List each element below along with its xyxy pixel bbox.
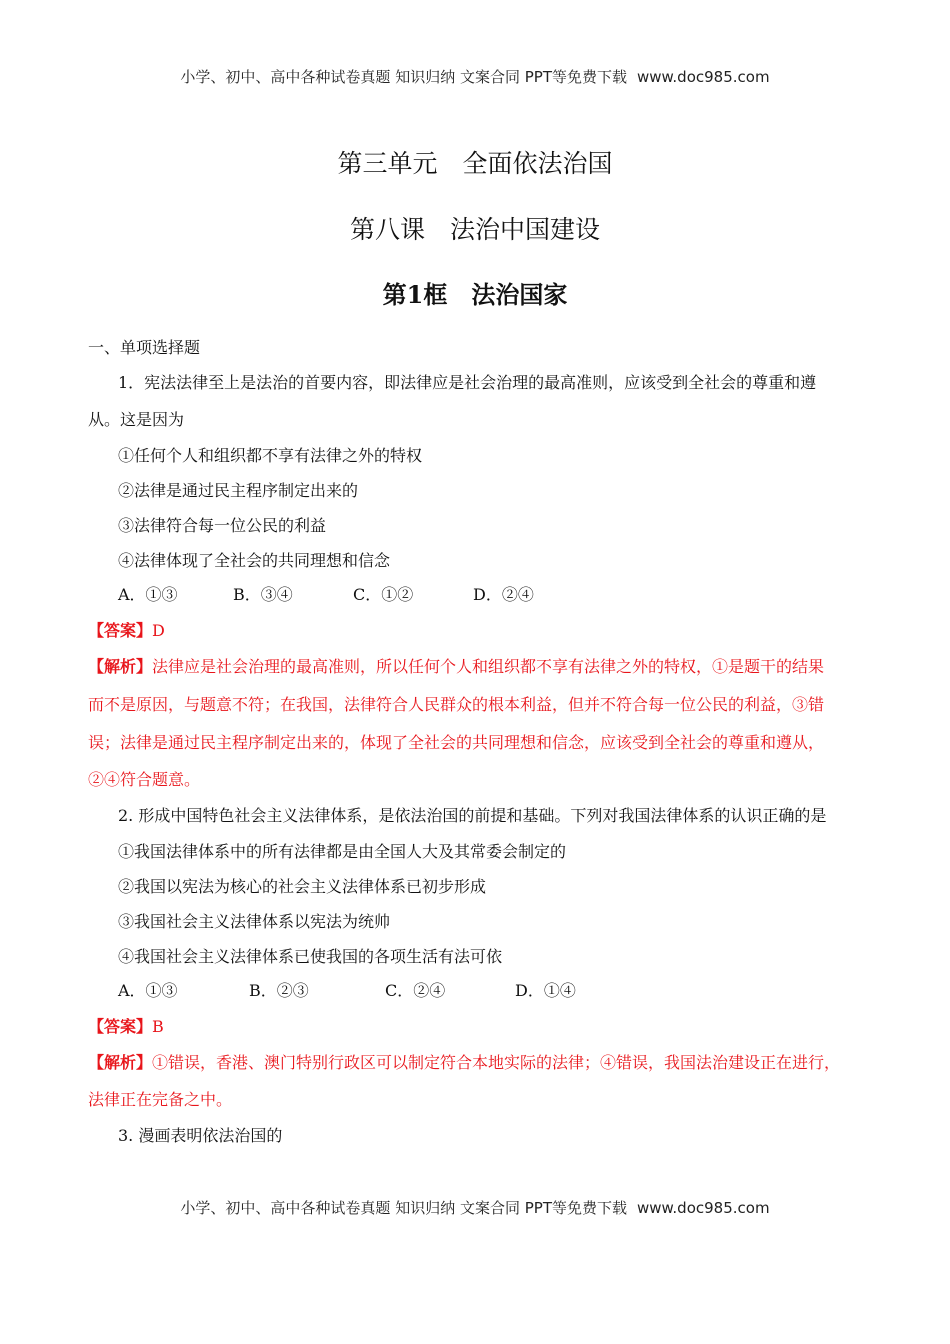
q2-answer bbox=[88, 1014, 164, 1037]
footer-text: 小学、初中、高中各种试卷真题 知识归纳 文案合同 PPT等免费下载 bbox=[180, 1199, 627, 1217]
q1-analysis-line4: ②④符合题意。 bbox=[88, 770, 201, 789]
q2-analysis-text1: ①错误，香港、澳门特别行政区可以制定符合本地实际的法律；④错误，我国法治建设正在进行， bbox=[152, 1053, 841, 1072]
q1-analysis-line2: 而不是原因，与题意不符；在我国，法律符合人民群众的根本利益，但并不符合每一位公民的利益，③错 bbox=[88, 695, 825, 714]
q1-option-d: D．②④ bbox=[473, 585, 534, 604]
q1-item-4: ④法律体现了全社会的共同理想和信念 bbox=[118, 551, 391, 570]
header-text: 小学、初中、高中各种试卷真题 知识归纳 文案合同 PPT等免费下载 bbox=[180, 68, 627, 86]
q1-answer-value: D bbox=[152, 621, 165, 640]
q1-option-c: C．①② bbox=[353, 585, 414, 604]
footer-url[interactable]: www.doc985.com bbox=[636, 1199, 770, 1217]
q2-option-a: A．①③ bbox=[118, 981, 178, 1000]
q2-analysis-line1 bbox=[88, 1050, 840, 1073]
q1-options bbox=[118, 582, 534, 605]
q2-answer-tag: 【答案】 bbox=[88, 1017, 153, 1036]
q2-item-1: ①我国法律体系中的所有法律都是由全国人大及其常委会制定的 bbox=[118, 842, 567, 861]
header-url[interactable]: www.doc985.com bbox=[636, 68, 770, 86]
q1-analysis-text1: 法律应是社会治理的最高准则，所以任何个人和组织都不享有法律之外的特权，①是题干的结果 bbox=[152, 657, 825, 676]
q2-analysis-line2: 法律正在完备之中。 bbox=[88, 1090, 233, 1109]
q1-analysis-line1 bbox=[88, 654, 824, 677]
section-title: 第1框 法治国家 bbox=[382, 280, 568, 309]
lesson-title: 第八课 法治中国建设 bbox=[349, 215, 600, 244]
q1-analysis-line3: 误；法律是通过民主程序制定出来的，体现了全社会的共同理想和信念，应该受到全社会的尊重和遵从， bbox=[88, 733, 825, 752]
section-heading: 一、单项选择题 bbox=[88, 338, 201, 357]
page-header bbox=[0, 66, 950, 87]
q2-stem-line1: 2. 形成中国特色社会主义法律体系，是依法治国的前提和基础。下列对我国法律体系的认识正确的是 bbox=[118, 806, 827, 825]
q1-item-2: ②法律是通过民主程序制定出来的 bbox=[118, 481, 359, 500]
q2-option-b: B．②③ bbox=[249, 981, 309, 1000]
q2-option-d: D．①④ bbox=[515, 981, 576, 1000]
q1-answer-tag: 【答案】 bbox=[88, 621, 153, 640]
q2-item-2: ②我国以宪法为核心的社会主义法律体系已初步形成 bbox=[118, 877, 487, 896]
q1-stem-line1: 1．宪法法律至上是法治的首要内容，即法律应是社会治理的最高准则，应该受到全社会的尊重和遵 bbox=[118, 373, 817, 392]
q1-answer bbox=[88, 618, 165, 641]
q2-answer-value: B bbox=[152, 1017, 164, 1036]
q1-item-3: ③法律符合每一位公民的利益 bbox=[118, 516, 327, 535]
unit-title: 第三单元 全面依法治国 bbox=[337, 149, 613, 178]
q2-item-4: ④我国社会主义法律体系已使我国的各项生活有法可依 bbox=[118, 947, 503, 966]
q2-options bbox=[118, 978, 576, 1001]
q1-analysis-tag: 【解析】 bbox=[88, 657, 153, 676]
q3-stem-line1: 3. 漫画表明依法治国的 bbox=[118, 1126, 283, 1145]
q2-option-c: C．②④ bbox=[385, 981, 446, 1000]
q2-item-3: ③我国社会主义法律体系以宪法为统帅 bbox=[118, 912, 391, 931]
q1-option-a: A．①③ bbox=[118, 585, 178, 604]
q1-option-b: B．③④ bbox=[233, 585, 293, 604]
q1-stem-line2: 从。这是因为 bbox=[88, 410, 185, 429]
page-footer bbox=[0, 1197, 950, 1218]
q2-analysis-tag: 【解析】 bbox=[88, 1053, 153, 1072]
q1-item-1: ①任何个人和组织都不享有法律之外的特权 bbox=[118, 446, 423, 465]
